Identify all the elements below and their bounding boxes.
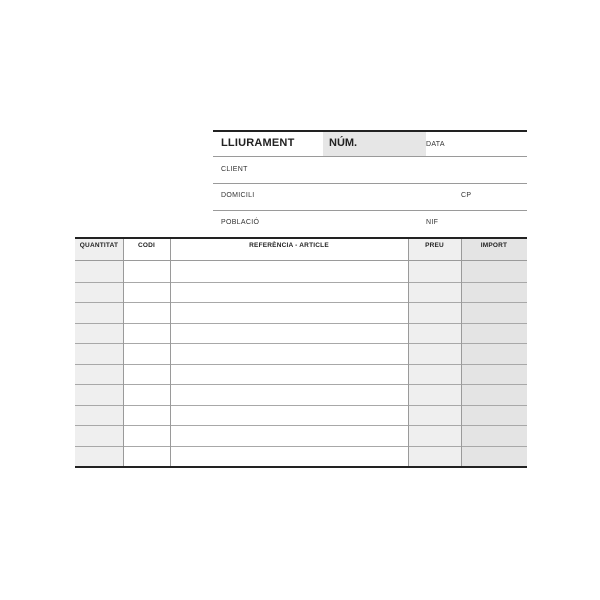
client-label: CLIENT	[221, 166, 248, 173]
table-row-divider	[75, 446, 527, 447]
header-row-title	[213, 132, 527, 157]
table-row-divider	[75, 405, 527, 406]
column-header-reference: REFERÈNCIA - ARTICLE	[249, 242, 329, 249]
table-row-divider	[75, 425, 527, 426]
tax-id-label: NIF	[426, 219, 439, 226]
column-divider	[170, 239, 171, 466]
column-header-quantity: QUANTITAT	[79, 242, 119, 249]
table-row-divider	[75, 323, 527, 324]
date-label: DATA	[426, 141, 445, 148]
header-row-client[interactable]	[213, 157, 527, 184]
delivery-note-header	[213, 130, 527, 237]
header-row-town[interactable]	[213, 211, 527, 237]
column-divider	[408, 239, 409, 466]
items-table	[75, 237, 527, 468]
number-label: NÚM.	[329, 137, 358, 149]
table-row-divider	[75, 384, 527, 385]
column-header-code: CODI	[137, 242, 156, 249]
amount-column-fill	[461, 239, 527, 466]
table-row-divider	[75, 343, 527, 344]
town-label: POBLACIÓ	[221, 219, 260, 226]
table-row-divider	[75, 302, 527, 303]
column-header-price: PREU	[425, 242, 444, 249]
number-field[interactable]	[323, 132, 426, 156]
header-row-address[interactable]	[213, 184, 527, 211]
address-label: DOMICILI	[221, 192, 255, 199]
table-row-divider	[75, 282, 527, 283]
column-divider	[123, 239, 124, 466]
price-column-fill	[408, 239, 461, 466]
column-header-amount: IMPORT	[480, 242, 508, 249]
table-header-rule	[75, 260, 527, 261]
column-divider	[461, 239, 462, 466]
quantity-column-fill	[75, 239, 123, 466]
document-title: LLIURAMENT	[221, 137, 295, 149]
table-bottom-rule	[75, 466, 527, 468]
postcode-label: CP	[461, 192, 472, 199]
table-row-divider	[75, 364, 527, 365]
table-top-rule	[75, 237, 527, 239]
